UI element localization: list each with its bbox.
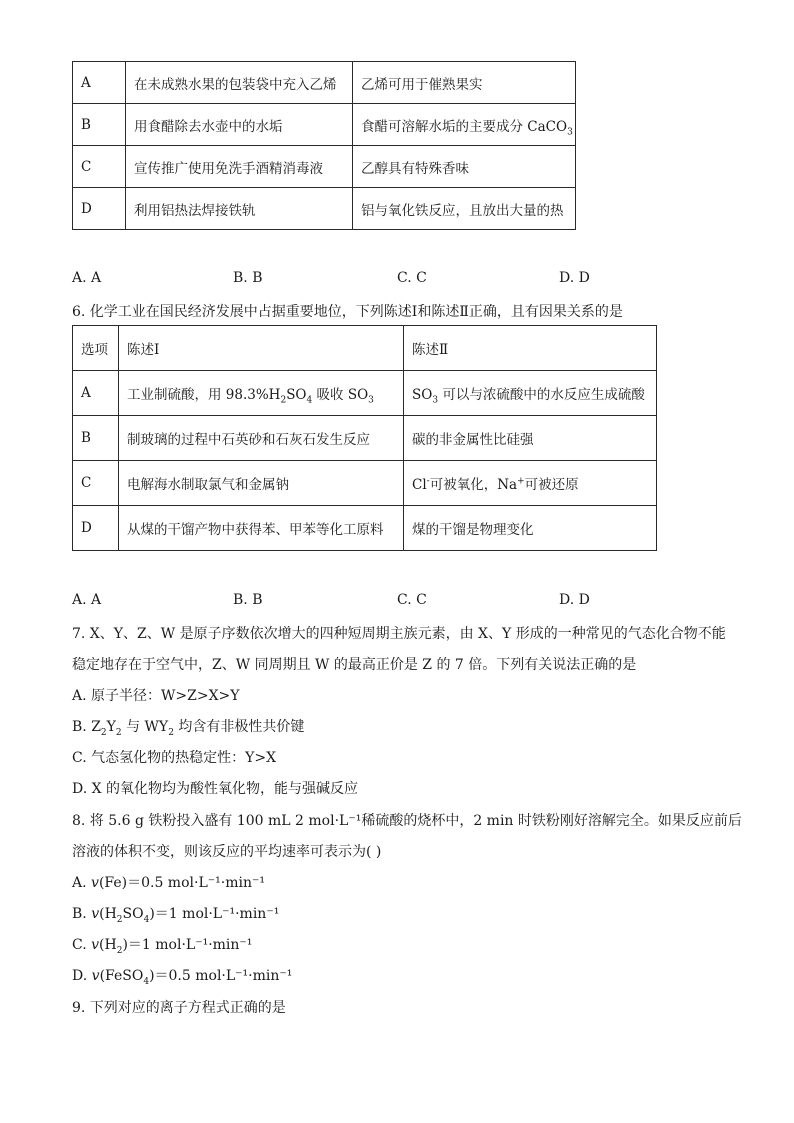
q9-stem: 9. 下列对应的离子方程式正确的是 [72, 1000, 286, 1016]
statement-2-cell: $SO_3$ 可以与浓硫酸中的水反应生成硫酸 [404, 371, 657, 416]
statement-2-cell: Cl-可被氧化，Na+可被还原 [404, 461, 657, 506]
q5-table [72, 61, 576, 230]
table-row [73, 188, 576, 230]
q7-option-c[interactable]: C. 气态氢化物的热稳定性：Y>X [72, 750, 277, 766]
statement-1-cell: 从煤的干馏产物中获得苯、甲苯等化工原料 [119, 506, 404, 551]
table-row [73, 371, 657, 416]
table-row [73, 416, 657, 461]
header-option: 选项 [73, 326, 119, 371]
q7-option-a[interactable]: A. 原子半径：W>Z>X>Y [72, 688, 240, 704]
knowledge-cell: 食醋可溶解水垢的主要成分 CaCO$_3$ [353, 104, 576, 146]
option-b[interactable]: B. B [233, 270, 263, 286]
option-c[interactable]: C. C [397, 270, 427, 286]
option-a[interactable]: A. A [72, 270, 102, 286]
statement-2-cell: 煤的干馏是物理变化 [404, 506, 657, 551]
option-cell: A [73, 62, 126, 104]
q7-stem-line-1: 7. X、Y、Z、W 是原子序数依次增大的四种短周期主族元素，由 X、Y 形成的一种常见的气态化合物不能 [72, 626, 726, 642]
option-cell: D [73, 506, 119, 551]
q8-option-b[interactable]: B. $v(H_2SO_4)=1$ mol·L⁻¹·min⁻¹ [72, 906, 280, 925]
statement-2-cell: 碳的非金属性比硅强 [404, 416, 657, 461]
operation-cell: 宣传推广使用免洗手酒精消毒液 [126, 146, 353, 188]
option-cell: C [73, 461, 119, 506]
knowledge-cell: 铝与氧化铁反应，且放出大量的热 [353, 188, 576, 230]
statement-1-cell: 制玻璃的过程中石英砂和石灰石发生反应 [119, 416, 404, 461]
q6-stem: 6. 化学工业在国民经济发展中占据重要地位，下列陈述Ⅰ和陈述Ⅱ正确，且有因果关系的是 [72, 304, 623, 320]
q7-option-b[interactable]: B. $Z_2Y_2$ 与 $WY_2$ 均含有非极性共价键 [72, 719, 305, 738]
option-b[interactable]: B. B [233, 592, 263, 608]
q8-option-d[interactable]: D. v(FeSO$_4$)＝0.5 mol·L⁻¹·min⁻¹ [72, 968, 293, 987]
knowledge-cell: 乙醇具有特殊香味 [353, 146, 576, 188]
q8-option-c[interactable]: C. $v(H_2)=1$ mol·L⁻¹·min⁻¹ [72, 937, 253, 956]
table-row [73, 461, 657, 506]
header-statement-1: 陈述Ⅰ [119, 326, 404, 371]
table-row [73, 62, 576, 104]
operation-cell: 用食醋除去水壶中的水垢 [126, 104, 353, 146]
q6-table [72, 325, 657, 551]
q5-options [72, 270, 632, 290]
q7-option-d[interactable]: D. X 的氧化物均为酸性氧化物，能与强碱反应 [72, 781, 359, 797]
option-d[interactable]: D. D [559, 592, 590, 608]
operation-cell: 利用铝热法焊接铁轨 [126, 188, 353, 230]
knowledge-cell: 乙烯可用于催熟果实 [353, 62, 576, 104]
q7-stem-line-2: 稳定地存在于空气中，Z、W 同周期且 W 的最高正价是 Z 的 7 倍。下列有关说法正确的是 [72, 657, 637, 673]
q8-stem-line-1: 8. 将 5.6 g 铁粉投入盛有 100 mL 2 mol·L⁻¹稀硫酸的烧杯中，2 min 时铁粉刚好溶解完全。如果反应前后 [72, 813, 742, 829]
option-a[interactable]: A. A [72, 592, 102, 608]
option-c[interactable]: C. C [397, 592, 427, 608]
q6-options [72, 592, 632, 612]
table-row [73, 104, 576, 146]
statement-1-cell: 工业制硫酸，用 $98.3\%H_2SO_4$ 吸收 $SO_3$ [119, 371, 404, 416]
q8-stem-line-2: 溶液的体积不变，则该反应的平均速率可表示为( ) [72, 844, 382, 860]
option-cell: A [73, 371, 119, 416]
option-cell: B [73, 104, 126, 146]
table-header-row [73, 326, 657, 371]
statement-1-cell: 电解海水制取氯气和金属钠 [119, 461, 404, 506]
option-cell: B [73, 416, 119, 461]
table-row [73, 146, 576, 188]
table-row [73, 506, 657, 551]
q8-option-a[interactable]: A. v(Fe)＝0.5 mol·L⁻¹·min⁻¹ [72, 875, 265, 891]
header-statement-2: 陈述Ⅱ [404, 326, 657, 371]
option-d[interactable]: D. D [559, 270, 590, 286]
option-cell: D [73, 188, 126, 230]
operation-cell: 在未成熟水果的包装袋中充入乙烯 [126, 62, 353, 104]
option-cell: C [73, 146, 126, 188]
